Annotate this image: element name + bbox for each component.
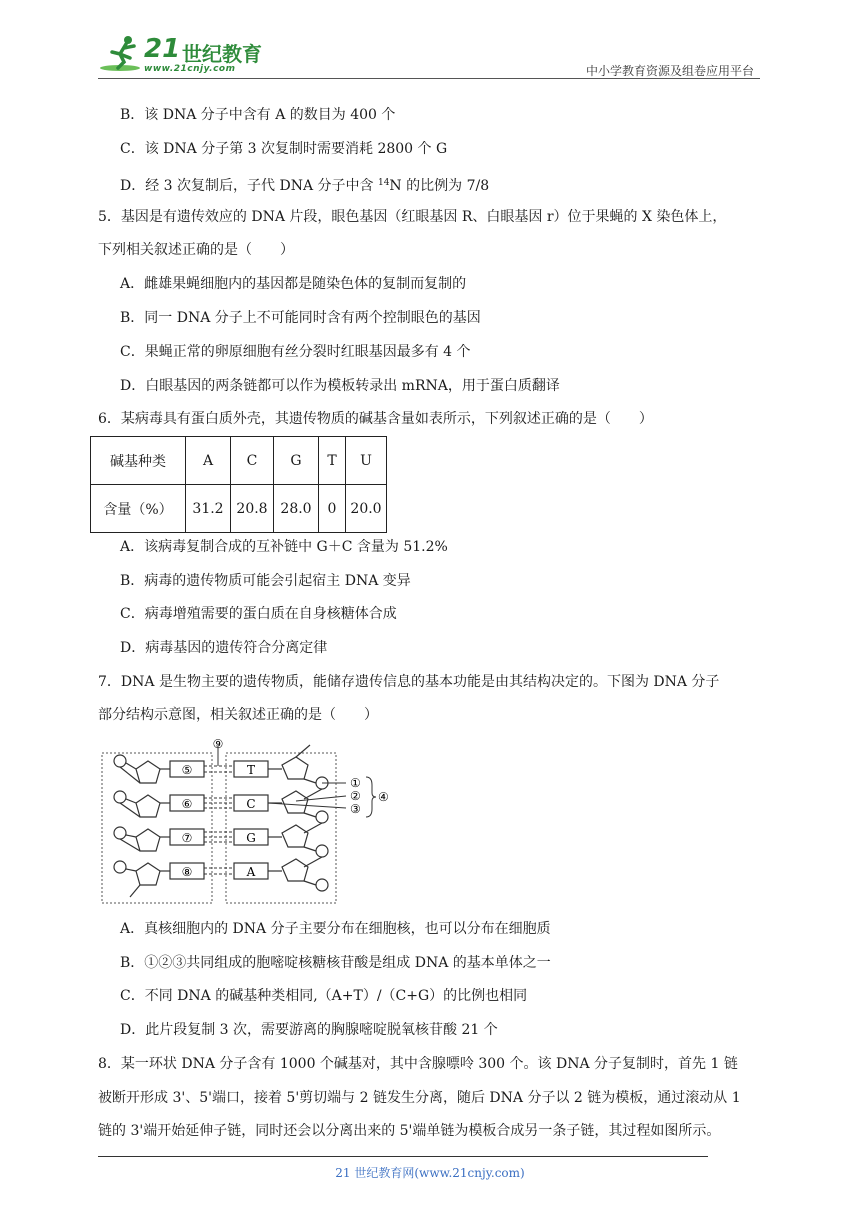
q4-option-d-text-end: N 的比例为 7/8 [389, 178, 490, 194]
q5-option-d: D．白眼基因的两条链都可以作为模板转录出 mRNA，用于蛋白质翻译 [120, 378, 560, 394]
table-cell: 28.0 [274, 485, 319, 533]
label-3: ③ [350, 802, 361, 816]
q4-option-d [120, 173, 489, 196]
base-label: ⑥ [181, 797, 193, 811]
q5-option-c: C．果蝇正常的卵原细胞有丝分裂时红眼基因最多有 4 个 [120, 344, 471, 360]
logo-text: 世纪教育 [182, 42, 262, 66]
q7-stem-line1: 7．DNA 是生物主要的遗传物质，能储存遗传信息的基本功能是由其结构决定的。下图为 DNA 分子 [98, 674, 720, 690]
q4-option-b: B．该 DNA 分子中含有 A 的数目为 400 个 [120, 107, 396, 123]
base-label: C [246, 797, 256, 811]
base-label: ⑤ [181, 763, 193, 777]
base-content-table [90, 436, 387, 533]
label-2: ② [350, 789, 361, 803]
table-cell: C [231, 437, 274, 485]
table-cell: T [319, 437, 346, 485]
base-label: ⑦ [181, 831, 193, 845]
q7-option-a: A．真核细胞内的 DNA 分子主要分布在细胞核，也可以分布在细胞质 [120, 921, 551, 937]
right-strand-box [226, 753, 336, 903]
table-cell: 0 [319, 485, 346, 533]
base-label: A [246, 865, 256, 879]
q5-option-a: A．雌雄果蝇细胞内的基因都是随染色体的复制而复制的 [120, 276, 467, 292]
q5-stem-line2: 下列相关叙述正确的是（ ） [98, 242, 294, 258]
table-cell: 含量（%） [91, 485, 186, 533]
base-label: T [246, 763, 256, 777]
footer-divider [98, 1156, 708, 1157]
q7-option-b: B．①②③共同组成的胞嘧啶核糖核苷酸是组成 DNA 的基本单体之一 [120, 955, 551, 971]
q8-stem-line1: 8．某一环状 DNA 分子含有 1000 个碱基对，其中含腺嘌呤 300 个。该 DNA 分子复制时，首先 1 链 [98, 1056, 738, 1072]
header-tagline: 中小学教育资源及组卷应用平台 [585, 64, 754, 78]
q7-stem-line2: 部分结构示意图，相关叙述正确的是（ ） [98, 707, 378, 723]
page-header [98, 32, 760, 80]
label-9: ⑨ [212, 737, 224, 751]
q6-option-d: D．病毒基因的遗传符合分离定律 [120, 640, 328, 656]
q5-option-b: B．同一 DNA 分子上不可能同时含有两个控制眼色的基因 [120, 310, 481, 326]
q6-option-c: C．病毒增殖需要的蛋白质在自身核糖体合成 [120, 606, 397, 622]
q6-option-a: A．该病毒复制合成的互补链中 G＋C 含量为 51.2% [120, 539, 448, 555]
label-1: ① [350, 776, 361, 790]
table-cell: 31.2 [186, 485, 231, 533]
q6-stem: 6．某病毒具有蛋白质外壳，其遗传物质的碱基含量如表所示，下列叙述正确的是（ ） [98, 411, 653, 427]
table-cell: U [346, 437, 387, 485]
q6-option-b: B．病毒的遗传物质可能会引起宿主 DNA 变异 [120, 573, 411, 589]
table-cell: A [186, 437, 231, 485]
base-label: ⑧ [181, 865, 193, 879]
table-cell: G [274, 437, 319, 485]
isotope-superscript: 14 [377, 178, 390, 188]
q5-stem-line1: 5．基因是有遗传效应的 DNA 片段，眼色基因（红眼基因 R、白眼基因 r）位于果蝇的 X 染色体上， [98, 209, 727, 225]
q4-option-d-text: D．经 3 次复制后，子代 DNA 分子中含 [120, 178, 378, 194]
table-row [91, 485, 387, 533]
q8-stem-line3: 链的 3'端开始延伸子链，同时还会以分离出来的 5'端单链为模板合成另一条子链，其过程如图所示。 [98, 1123, 721, 1139]
header-divider [98, 78, 760, 79]
logo-number: 21 [144, 34, 181, 64]
logo-url: www.21cnjy.com [144, 64, 236, 74]
table-header-row [91, 437, 387, 485]
site-logo[interactable] [98, 32, 268, 76]
dna-structure-diagram [100, 737, 400, 907]
q7-option-d: D．此片段复制 3 次，需要游离的胸腺嘧啶脱氧核苷酸 21 个 [120, 1022, 498, 1038]
q7-option-c: C．不同 DNA 的碱基种类相同,（A+T）/（C+G）的比例也相同 [120, 988, 528, 1004]
table-cell: 20.8 [231, 485, 274, 533]
table-cell: 碱基种类 [91, 437, 186, 485]
label-4: ④ [378, 790, 389, 804]
runner-logo-icon [98, 32, 148, 74]
brace [366, 777, 376, 817]
table-cell: 20.0 [346, 485, 387, 533]
q4-option-c: C．该 DNA 分子第 3 次复制时需要消耗 2800 个 G [120, 141, 448, 157]
footer-link[interactable]: 21 世纪教育网(www.21cnjy.com) [335, 1166, 525, 1180]
base-label: G [246, 831, 256, 845]
q8-stem-line2: 被断开形成 3'、5'端口，接着 5'剪切端与 2 链发生分离，随后 DNA 分子以 2 链为模板，通过滚动从 1 [98, 1090, 741, 1106]
